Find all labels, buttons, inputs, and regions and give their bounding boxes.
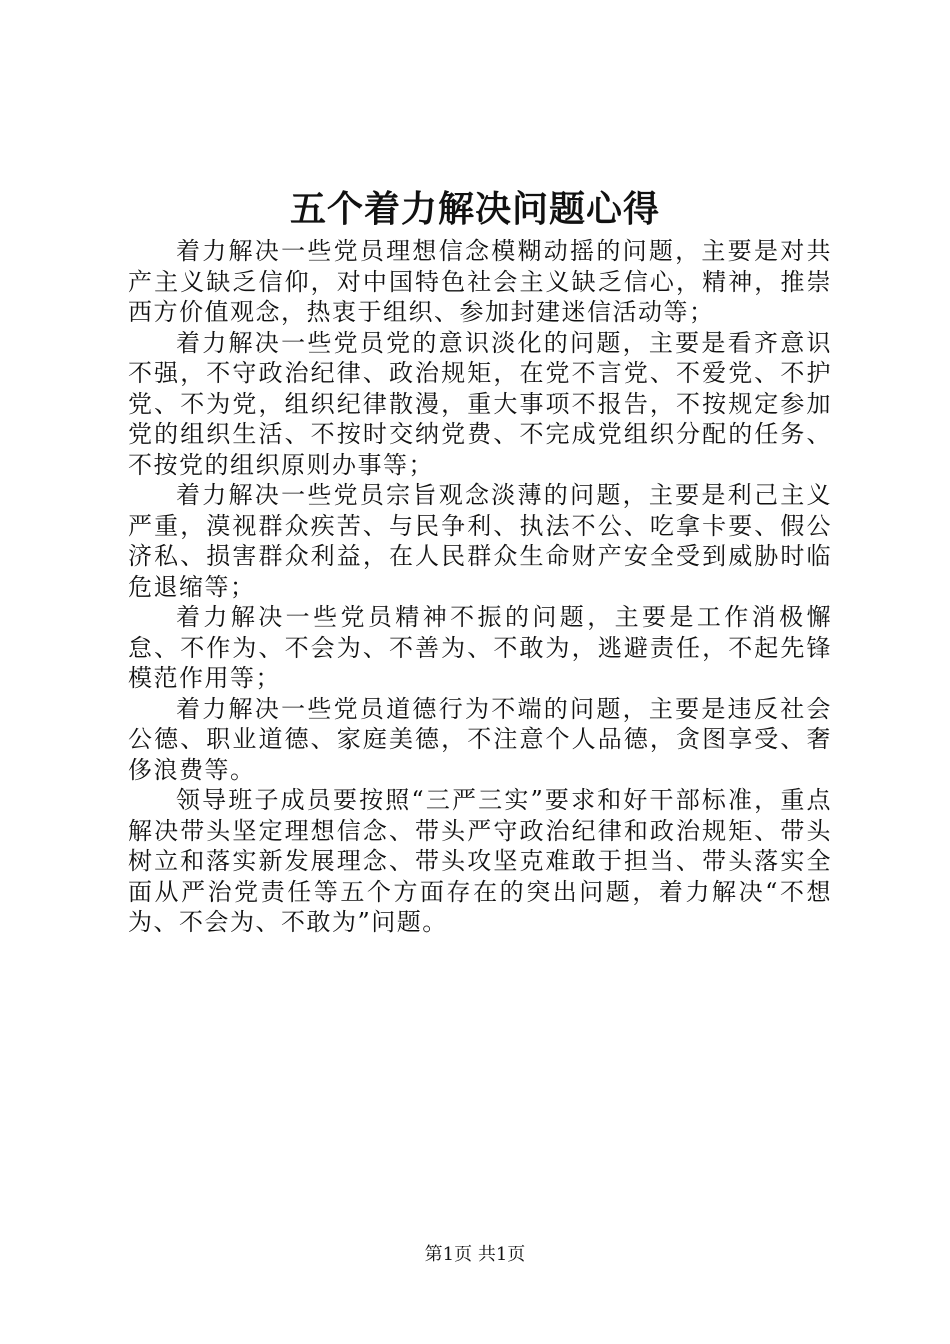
- paragraph-3: 着力解决一些党员宗旨观念淡薄的问题，主要是利己主义严重，漠视群众疾苦、与民争利、执法不公、吃拿卡要、假公济私、损害群众利益，在人民群众生命财产安全受到威胁时临危退缩等；: [128, 481, 832, 601]
- paragraph-5: 着力解决一些党员道德行为不端的问题，主要是违反社会公德、职业道德、家庭美德，不注意个人品德，贪图享受、奢侈浪费等。: [128, 694, 832, 784]
- paragraph-6: 领导班子成员要按照“三严三实”要求和好干部标准，重点解决带头坚定理想信念、带头严守政治纪律和政治规矩、带头树立和落实新发展理念、带头攻坚克难敢于担当、带头落实全面从严治党责任等五个方面存在的突出问题，着力解决“不想为、不会为、不敢为”问题。: [128, 786, 832, 936]
- paragraph-2: 着力解决一些党员党的意识淡化的问题，主要是看齐意识不强，不守政治纪律、政治规矩，在党不言党、不爱党、不护党、不为党，组织纪律散漫，重大事项不报告，不按规定参加党的组织生活、不按时交纳党费、不完成党组织分配的任务、不按党的组织原则办事等；: [128, 328, 832, 479]
- page-number-footer: 第1页 共1页: [424, 1244, 526, 1265]
- document-body: [128, 236, 832, 938]
- paragraph-4: 着力解决一些党员精神不振的问题，主要是工作消极懈怠、不作为、不会为、不善为、不敢为，逃避责任，不起先锋模范作用等；: [128, 603, 832, 692]
- document-title: 五个着力解决问题心得: [289, 188, 660, 230]
- paragraph-1: 着力解决一些党员理想信念模糊动摇的问题，主要是对共产主义缺乏信仰，对中国特色社会主义缺乏信心，精神，推崇西方价值观念，热衷于组织、参加封建迷信活动等；: [128, 237, 832, 326]
